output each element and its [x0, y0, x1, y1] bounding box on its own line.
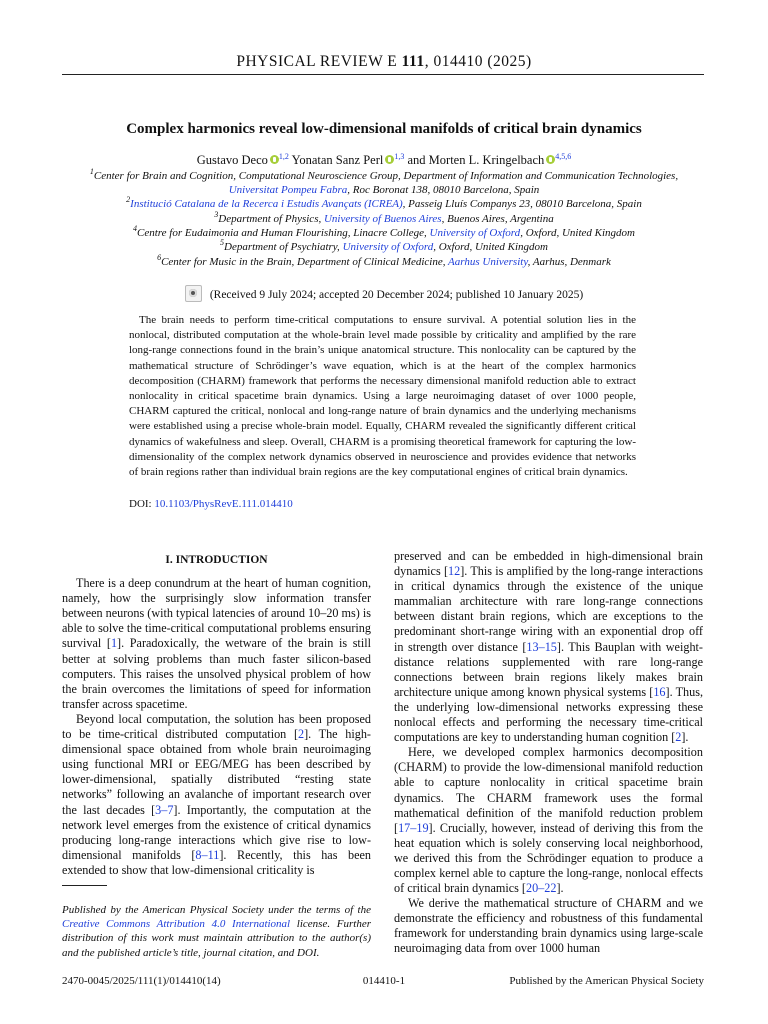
doi [129, 498, 293, 510]
paragraph-text: ]. [681, 730, 689, 745]
footnote-rule [62, 885, 107, 886]
journal-volume: 111 [401, 53, 425, 70]
affiliation-4 [0, 224, 768, 239]
affiliation-3 [0, 210, 768, 225]
citation-link[interactable]: 17–19 [398, 820, 429, 835]
paragraph-text: ]. Crucially, however, instead of deriving this from the heat equation which is solely conserving local neighborhood, we derived this from the Schrödinger equation to produce a complex kernel able to capture the long-range, nonlocal effects of critical brain dynamics [ [394, 820, 703, 896]
author-list [0, 153, 768, 168]
check-for-updates-icon[interactable] [185, 285, 202, 302]
paragraph-text: ]. Paradoxically, the wetware of the brain is still better at solving problems than much faster silicon-based computers. This raises the unsolved physical problem of how the brain overcomes the limitations of speed for information transfer across spacetime. [62, 636, 371, 711]
affiliation-6 [0, 253, 768, 268]
footer-publisher: Published by the American Physical Society [509, 975, 704, 987]
paper-title: Complex harmonics reveal low-dimensional manifolds of critical brain dynamics [126, 121, 642, 137]
institution-link[interactable]: University of Oxford [429, 227, 521, 239]
author-name: Yonatan Sanz Perl [291, 153, 384, 167]
citation-link[interactable]: 13–15 [526, 639, 557, 654]
citation-link[interactable]: 2 [675, 730, 682, 745]
paragraph-text: ]. Importantly, the computation at the network level emerges from the existence of critical dynamics producing long-range interactions which give rise to low-dimensional manifolds [ [62, 802, 371, 862]
citation-link[interactable]: 12 [448, 564, 461, 579]
left-column [62, 549, 371, 878]
institution-link[interactable]: University of Buenos Aires [323, 213, 442, 225]
footnote-text: Published by the American Physical Society under the terms of the [62, 904, 371, 916]
right-column [394, 549, 703, 957]
affiliation-text: , Aarhus, Denmark [527, 256, 611, 268]
journal-header [0, 53, 768, 71]
affiliation-number: 1 [89, 167, 94, 176]
paragraph [394, 549, 703, 745]
author-affiliation-ref[interactable]: 1,3 [394, 152, 405, 161]
paragraph-text: ]. This Bauplan with weight-distance relations supplemented with rare long-range connections between brain regions likely makes brain architecture unique among known physical systems [ [394, 639, 703, 699]
affiliation-text: , Passeig Lluís Companys 23, 08010 Barcelona, Spain [402, 198, 642, 210]
author-affiliation-ref[interactable]: 1,2 [278, 152, 289, 161]
affiliation-number: 5 [220, 238, 225, 247]
affiliation-text: , Oxford, United Kingdom [433, 241, 548, 253]
affiliation-text: Center for Brain and Cognition, Computational Neuroscience Group, Department of Information and Communication Technologies, [93, 170, 679, 182]
doi-label: DOI: [129, 498, 152, 510]
affiliation-text: Center for Music in the Brain, Department of Clinical Medicine, [161, 256, 449, 268]
citation-link[interactable]: 8–11 [195, 847, 220, 862]
affiliation-text: Department of Physics, [218, 213, 324, 225]
orcid-icon[interactable] [546, 155, 555, 164]
article-number: , 014410 (2025) [424, 53, 532, 70]
affiliation-number: 3 [214, 210, 219, 219]
received-text: (Received 9 July 2024; accepted 20 December 2024; published 10 January 2025) [209, 289, 584, 301]
paragraph-text: We derive the mathematical structure of CHARM and we demonstrate the efficiency and robustness of this fundamental framework for understanding brain dynamics using large-scale neuroimaging data from over 1000 human [394, 896, 703, 956]
affiliation-2 [0, 195, 768, 210]
paragraph-text: There is a deep conundrum at the heart of human cognition, namely, how the surprisingly slow information transfer between neurons (with typical latencies of around 10–20 ms) is able to solve the time-critical computational problems ensuring survival [ [62, 576, 372, 651]
citation-link[interactable]: 2 [298, 727, 305, 742]
paragraph [62, 576, 371, 712]
license-footnote [62, 903, 371, 960]
institution-link[interactable]: Universitat Pompeu Fabra [228, 184, 348, 196]
affiliation-1 [0, 167, 768, 182]
author-conjunction: and [407, 153, 426, 167]
author-name: Gustavo Deco [196, 153, 268, 167]
footer-page-number: 014410-1 [362, 975, 406, 987]
footer-issn: 2470-0045/2025/111(1)/014410(14) [62, 975, 221, 987]
header-rule [62, 74, 704, 75]
paragraph [62, 712, 371, 878]
paragraph-text: Here, we developed complex harmonics decomposition (CHARM) to provide the low-dimensional manifold reduction able to capture nonlocality in critical spacetime brain dynamics. The CHARM framework uses the formal mathematical definition of the manifold reduction problem [ [394, 745, 703, 835]
paragraph-text: ]. The high-dimensional space obtained from whole brain neuroimaging using functional MRI or EEG/MEG has been described by lower-dimensional, spatially distributed “resting state networks” following an avalanche of important research over the last decades [ [62, 727, 371, 817]
footnote-text: license. Further distribution of this work must maintain attribution to the author(s) and the published article’s title, journal citation, and DOI. [62, 918, 371, 959]
paragraph-text: Beyond local computation, the solution has been proposed to be time-critical distributed computation [ [62, 711, 371, 742]
affiliation-number: 6 [157, 253, 162, 262]
institution-link[interactable]: Institució Catalana de la Recerca i Estudis Avançats (ICREA) [130, 198, 403, 210]
citation-link[interactable]: 1 [110, 636, 118, 651]
citation-link[interactable]: 20–22 [525, 881, 557, 896]
affiliation-text: , Oxford, United Kingdom [520, 227, 635, 239]
citation-link[interactable]: 16 [653, 684, 666, 699]
institution-link[interactable]: University of Oxford [342, 241, 434, 253]
section-heading: I. INTRODUCTION [165, 554, 268, 566]
paragraph [394, 745, 703, 896]
affiliation-text: , Roc Boronat 138, 08010 Barcelona, Spain [347, 184, 540, 196]
author-affiliation-ref[interactable]: 4,5,6 [555, 152, 572, 161]
paragraph-text: ]. Thus, the underlying low-dimensional networks expressing these nonlocal effects and performing the necessary time-critical computations are key to understanding human cognition [ [394, 684, 703, 745]
paragraph-text: ]. Recently, this has been extended to show that low-dimensional criticality is [62, 847, 371, 877]
affiliation-text: , Buenos Aires, Argentina [441, 213, 554, 225]
journal-name: PHYSICAL REVIEW E [236, 53, 398, 70]
orcid-icon[interactable] [385, 155, 394, 164]
author-name: Morten L. Kringelbach [428, 153, 545, 167]
abstract: The brain needs to perform time-critical computations to ensure survival. A potential solution lies in the nonlocal, distributed computation at the whole-brain level made possible by criticality and amplified by the rare long-range connections found in the brain’s unique anatomical structure. This nonlocality can be captured by the mathematical structure of Schrödinger’s wave equation, which is at the heart of the complex harmonics decomposition (CHARM) framework that performs the necessary dimensional manifold reduction able to extract nonlocality in critical spacetime brain dynamics. Using a large neuroimaging dataset of over 1000 people, CHARM captured the critical, nonlocal and long-range nature of brain dynamics and the underlying mechanisms were established using a precise whole-brain model. Equally, CHARM revealed the significantly different critical dynamics of wakefulness and sleep. Overall, CHARM is a promising theoretical framework for capturing the low-dimensionality of the complex network dynamics observed in neuroscience and provides evidence that networks of brain regions rather than individual brain regions are the key computational engines of critical brain dynamics. [129, 314, 636, 479]
paragraph-text: ]. This is amplified by the long-range interactions in critical dynamics through the existence of the unique mammalian architecture with rare long-range connections between distant brain regions, which are exceptions to the predominant short-range wiring with an exponential drop off in strength over distance [ [394, 564, 703, 654]
paragraph [394, 896, 703, 956]
orcid-icon[interactable] [270, 155, 279, 164]
paragraph-text: preserved and can be embedded in high-dimensional brain dynamics [ [394, 549, 703, 579]
affiliation-1-cont [0, 184, 768, 196]
license-link[interactable]: Creative Commons Attribution 4.0 International [62, 918, 291, 931]
affiliation-5 [0, 238, 768, 253]
institution-link[interactable]: Aarhus University [448, 256, 528, 268]
affiliation-number: 2 [126, 195, 131, 204]
affiliation-number: 4 [133, 224, 138, 233]
doi-link[interactable]: 10.1103/PhysRevE.111.014410 [154, 498, 293, 510]
citation-link[interactable]: 3–7 [155, 802, 174, 817]
affiliation-text: Department of Psychiatry, [224, 241, 343, 253]
affiliation-text: Centre for Eudaimonia and Human Flourishing, Linacre College, [137, 227, 430, 239]
paragraph-text: ]. [556, 881, 564, 896]
received-dates [0, 285, 768, 302]
